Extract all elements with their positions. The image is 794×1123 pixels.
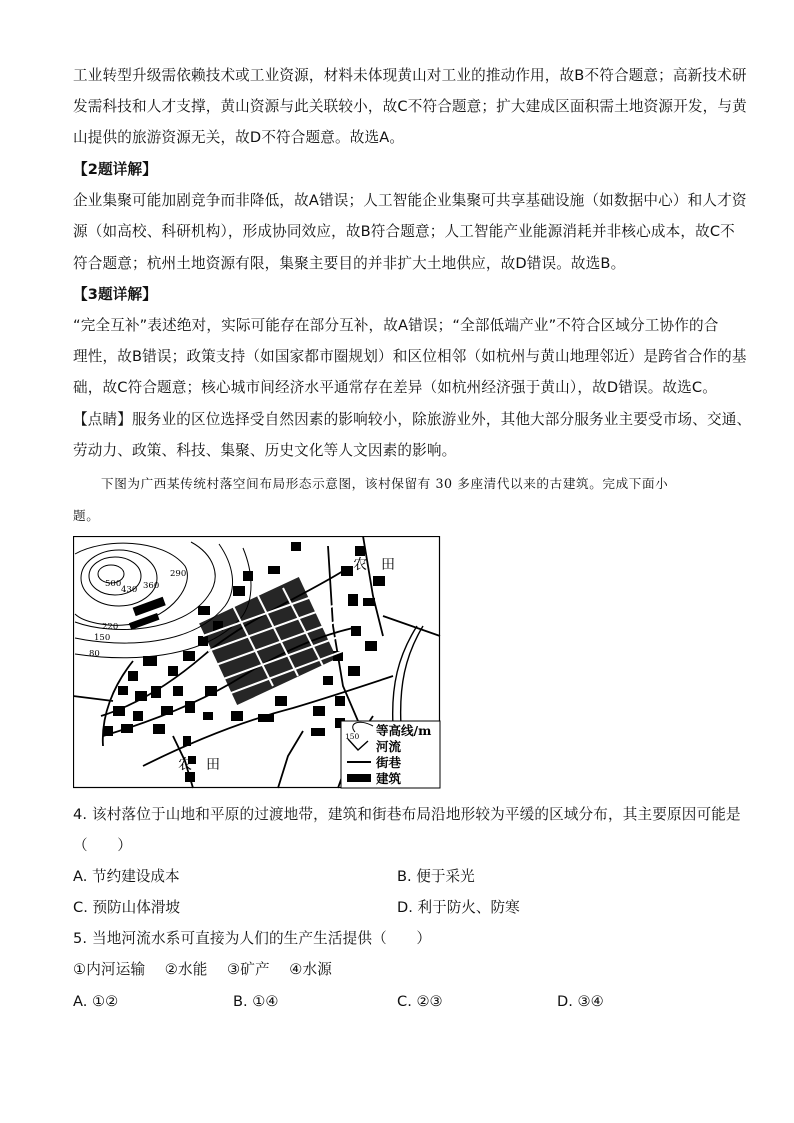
building (365, 641, 377, 651)
building (291, 542, 301, 551)
building (243, 571, 253, 581)
farmland-label-bottom: 农 田 (178, 757, 220, 773)
building (355, 546, 365, 556)
building (258, 714, 274, 722)
tip-line: 【点睛】服务业的区位选择受自然因素的影响较小，除旅游业外，其他大部分服务业主要受市场、交通、 (73, 411, 752, 428)
map-legend (341, 721, 440, 788)
building (233, 586, 245, 596)
question-5-option-a[interactable]: A. ①② (73, 993, 119, 1010)
question-5-option-c[interactable]: C. ②③ (397, 993, 443, 1010)
question-5-option-d[interactable]: D. ③④ (557, 993, 604, 1010)
building (348, 666, 360, 676)
paragraph-line: 础，故C符合题意；核心城市间经济水平通常存在差异（如杭州经济强于黄山），故D错误。故选C。 (73, 379, 718, 396)
contour-label: 290 (170, 569, 187, 579)
paragraph-line: 发需科技和人才支撑，黄山资源与此关联较小，故C不符合题意；扩大建成区面积需土地资源开发，与黄 (73, 98, 747, 115)
building (203, 712, 213, 720)
building (341, 566, 353, 576)
building (205, 686, 217, 696)
building (348, 594, 358, 606)
building (153, 724, 165, 734)
building (185, 701, 195, 713)
building (351, 626, 361, 636)
building (185, 772, 195, 782)
legend-contour-value: 150 (345, 732, 360, 741)
building (161, 706, 173, 715)
building (121, 724, 133, 733)
intro-line: 下图为广西某传统村落空间布局形态示意图，该村保留有 30 多座清代以来的古建筑。完成下面小 (101, 476, 669, 491)
building (113, 706, 125, 716)
building (231, 711, 243, 721)
legend-building-symbol (347, 774, 371, 782)
question-4-option-b[interactable]: B. 便于采光 (397, 868, 475, 885)
question-5-option-b[interactable]: B. ①④ (233, 993, 279, 1010)
contour-label: 500 (105, 579, 122, 589)
building (128, 671, 138, 681)
building (173, 686, 183, 696)
building (183, 736, 191, 746)
paragraph-line: 工业转型升级需依赖技术或工业资源，材料未体现黄山对工业的推动作用，故B不符合题意；高新技术研 (73, 67, 747, 84)
building (183, 651, 195, 661)
section-heading-q2: 【2题详解】 (73, 161, 158, 178)
paragraph-line: 源（如高校、科研机构），形成协同效应，故B符合题意；人工智能产业能源消耗并非核心成本，故C不 (73, 223, 735, 240)
building (335, 696, 345, 706)
contour-label: 80 (89, 649, 100, 659)
legend-street-label: 街巷 (376, 755, 402, 770)
building (198, 606, 210, 615)
farmland-label-top: 农 田 (353, 557, 395, 573)
legend-river-label: 河流 (376, 739, 402, 754)
question-4-stem-blank: （ ） (73, 837, 132, 854)
building (373, 576, 385, 586)
contour-label: 360 (143, 581, 160, 591)
building (323, 676, 333, 685)
building (268, 566, 280, 574)
paragraph-line: 山提供的旅游资源无关，故D不符合题意。故选A。 (73, 129, 405, 146)
contour-label: 430 (121, 585, 138, 595)
question-5-stem: 5. 当地河流水系可直接为人们的生产生活提供（ ） (73, 930, 432, 947)
building (363, 598, 375, 606)
building (103, 726, 113, 736)
building (275, 696, 287, 706)
paragraph-line: 企业集聚可能加剧竞争而非降低，故A错误；人工智能企业集聚可共享基础设施（如数据中心）和人才资 (73, 192, 747, 209)
village-layout-map (73, 536, 441, 789)
building (133, 711, 143, 721)
legend-contour-label: 等高线/m (376, 723, 432, 738)
building (168, 666, 178, 676)
building (118, 686, 128, 695)
paragraph-line: 符合题意；杭州土地资源有限，集聚主要目的并非扩大土地供应，故D错误。故选B。 (73, 255, 626, 272)
intro-line: 题。 (73, 508, 100, 523)
question-4-stem: 4. 该村落位于山地和平原的过渡地带，建筑和街巷布局沿地形较为平缓的区域分布，其主要原因可能是 (73, 806, 741, 823)
tip-line: 劳动力、政策、科技、集聚、历史文化等人文因素的影响。 (73, 442, 457, 459)
question-4-option-c[interactable]: C. 预防山体滑坡 (73, 899, 181, 916)
building (143, 656, 157, 666)
paragraph-line: “完全互补”表述绝对，实际可能存在部分互补，故A错误；“全部低端产业”不符合区域分工协作的合 (73, 317, 719, 334)
legend-building-label: 建筑 (376, 771, 402, 786)
question-4-option-d[interactable]: D. 利于防火、防寒 (397, 899, 520, 916)
section-heading-q3: 【3题详解】 (73, 286, 158, 303)
question-5-choices: ①内河运输 ②水能 ③矿产 ④水源 (73, 961, 332, 978)
question-4-option-a[interactable]: A. 节约建设成本 (73, 868, 180, 885)
paragraph-line: 理性，故B错误；政策支持（如国家都市圈规划）和区位相邻（如杭州与黄山地理邻近）是跨省合作的基 (73, 348, 747, 365)
building (151, 686, 161, 698)
contour-label: 220 (102, 622, 119, 632)
building (313, 706, 325, 716)
contour-label: 150 (94, 633, 111, 643)
building (311, 728, 325, 736)
building (135, 691, 147, 701)
